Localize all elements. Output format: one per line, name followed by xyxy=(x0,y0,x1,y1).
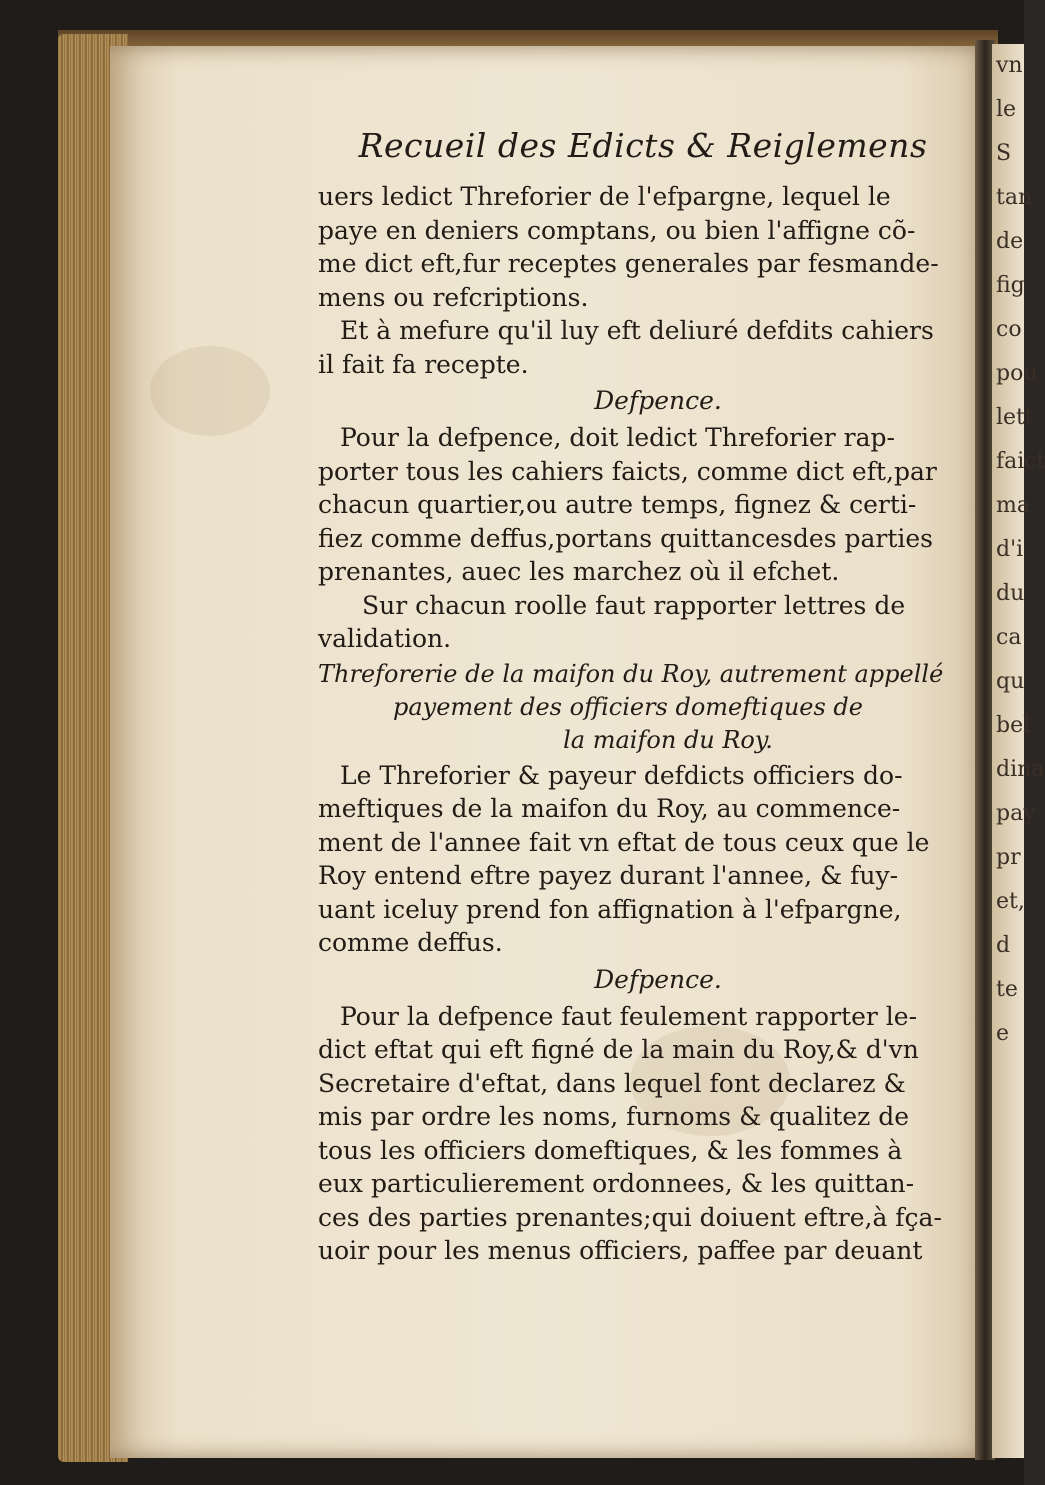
facing-page-fragment: ca xyxy=(996,625,1022,650)
text-line: Pour la defpence faut feulement rapporter le- xyxy=(340,1001,918,1031)
facing-page-fragment: te xyxy=(996,977,1018,1002)
facing-page-fragment: qu xyxy=(996,669,1025,694)
text-line: Et à mefure qu'il luy eft deliuré defdits cahiers xyxy=(340,316,934,345)
facing-page-fragment: ma xyxy=(996,493,1030,518)
text-line: tous les officiers domeftiques, & les fommes à xyxy=(318,1135,903,1165)
text-line: dict eftat qui eft figné de la main du Roy,& d'vn xyxy=(318,1035,919,1064)
facing-page-fragment: tan xyxy=(996,185,1033,210)
facing-page-fragment: pay xyxy=(996,801,1036,826)
text-line: mens ou refcriptions. xyxy=(318,282,589,312)
facing-page-fragment: S xyxy=(996,141,1012,166)
text-line: chacun quartier,ou autre temps, fignez & certi- xyxy=(318,490,917,519)
text-line: Roy entend eftre payez durant l'annee, & fuy- xyxy=(318,861,899,890)
section-title-threforerie xyxy=(318,658,944,757)
facing-page-fragment: de xyxy=(996,229,1024,254)
text-line: me dict eft,fur receptes generales par fesmande- xyxy=(318,249,939,278)
paper-stain xyxy=(150,346,270,436)
facing-page-fragment: du xyxy=(996,581,1025,606)
facing-page-edge xyxy=(992,44,1045,1458)
facing-page-fragment: pou xyxy=(996,361,1038,386)
paragraph-6 xyxy=(318,1000,942,1268)
facing-page-fragment: e xyxy=(996,1021,1010,1046)
page-text xyxy=(318,118,944,1268)
facing-page-fragment: d xyxy=(996,933,1011,958)
facing-page-fragment: bel xyxy=(996,713,1031,738)
text-line: validation. xyxy=(318,624,452,653)
paragraph-2 xyxy=(318,314,938,381)
text-line: Pour la defpence, doit ledict Threforier rap- xyxy=(340,423,895,452)
facing-page-fragment: pr xyxy=(996,845,1021,870)
facing-page-fragment: dina xyxy=(996,757,1045,782)
text-line: meftiques de la maifon du Roy, au commence- xyxy=(318,794,901,823)
paragraph-3 xyxy=(318,421,938,589)
section-heading-despence: Defpence. xyxy=(594,386,722,415)
text-line: Sur chacun roolle faut rapporter lettres de xyxy=(362,590,906,620)
text-line: Secretaire d'eftat, dans lequel font declarez & xyxy=(318,1068,906,1098)
paragraph-1 xyxy=(318,180,938,314)
text-line: il fait fa recepte. xyxy=(318,349,529,379)
paragraph-4 xyxy=(318,589,938,656)
section-heading-despence-2: Defpence. xyxy=(594,964,722,994)
running-header: Recueil des Edicts & Reiglemens xyxy=(358,126,928,165)
title-line: payement des officiers domeftiques de xyxy=(392,692,863,721)
text-line: mis par ordre les noms, furnoms & qualitez de xyxy=(318,1102,910,1131)
text-line: ment de l'annee fait vn eftat de tous ceux que le xyxy=(318,827,930,857)
title-line: la maifon du Roy. xyxy=(563,725,773,754)
text-line: Le Threforier & payeur defdicts officiers do- xyxy=(340,760,903,790)
facing-page-fragment: faict xyxy=(996,449,1045,474)
facing-page-fragment: co xyxy=(996,317,1022,342)
facing-page-fragment: le xyxy=(996,97,1017,122)
text-line: fiez comme deffus,portans quittancesdes parties xyxy=(318,523,933,553)
text-line: comme deffus. xyxy=(318,928,503,957)
facing-page-fragment: d'i xyxy=(996,537,1024,562)
text-line: prenantes, auec les marchez où il efchet. xyxy=(318,557,840,586)
text-line: eux particulierement ordonnees, & les quittan- xyxy=(318,1169,915,1198)
text-line: ces des parties prenantes;qui doiuent eftre,à fça- xyxy=(318,1202,942,1232)
text-line: uant iceluy prend fon affignation à l'efpargne, xyxy=(318,894,902,924)
text-line: paye en deniers comptans, ou bien l'affigne cõ- xyxy=(318,215,916,245)
title-line: Threforerie de la maifon du Roy, autrement appellé xyxy=(318,659,944,688)
text-line: uers ledict Threforier de l'efpargne, lequel le xyxy=(318,182,891,211)
paragraph-5 xyxy=(318,759,938,960)
facing-page-fragment: vn xyxy=(996,53,1023,78)
text-line: porter tous les cahiers faicts, comme dict eft,par xyxy=(318,456,937,486)
facing-page-fragment: et, xyxy=(996,889,1025,914)
text-line: uoir pour les menus officiers, paffee par deuant xyxy=(318,1236,923,1265)
facing-page-fragment: fig xyxy=(996,273,1025,298)
facing-page-fragment: lett xyxy=(996,405,1034,430)
